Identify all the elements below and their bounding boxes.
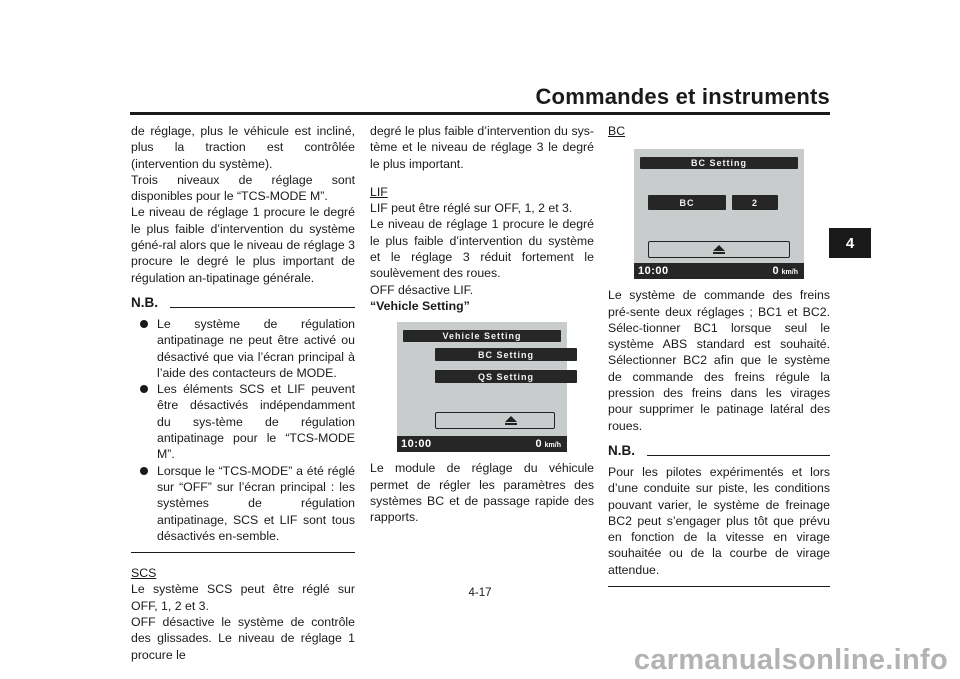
page-number: 4-17	[468, 587, 492, 599]
section-heading-bc: BC	[608, 124, 626, 138]
watermark: carmanualsonline.info	[633, 644, 948, 676]
status-bar	[634, 263, 804, 279]
paragraph: de réglage, plus le véhicule est incliné, plus la traction est contrôlée (intervention du système).	[131, 124, 355, 171]
column-2	[370, 123, 594, 525]
note-list	[131, 316, 355, 544]
note-item: Lorsque le “TCS-MODE” a été réglé sur “OFF” sur l’écran principal : les systèmes de régulation antipatinage, SCS et LIF sont tous désactivés en-semble.	[131, 463, 355, 544]
chapter-tab: 4	[829, 228, 871, 258]
note-text: Pour les pilotes expérimentés et lors d’une conduite sur piste, les conditions pouvant varier, le système de freinage BC2 peut s’engager plus tôt que prévu en fonction de la vitesse en virage souhaitée ou de la courbe de virage attendue.	[608, 464, 830, 577]
note-rule	[170, 307, 355, 308]
speed-value: 0	[772, 265, 779, 278]
paragraph: degré le plus faible d’intervention du sys-tème et le niveau de réglage 3 le degré le plus important.	[370, 124, 594, 171]
paragraph: Trois niveaux de réglage sont disponibles pour le “TCS-MODE M”.	[131, 172, 355, 204]
clock: 10:00	[401, 438, 432, 451]
status-bar	[397, 436, 567, 452]
header-title: Commandes et instruments	[535, 84, 830, 109]
header-rule	[130, 112, 830, 115]
speed-unit: km/h	[781, 268, 798, 276]
paragraph: Le niveau de réglage 1 procure le degré le plus faible d’intervention du système géné-ral alors que le niveau de réglage 3 procure le degré le plus important de régulation an-tipatinage générale.	[131, 205, 355, 285]
section-heading-scs: SCS	[131, 566, 157, 581]
note-label: N.B.	[608, 442, 635, 458]
vehicle-setting-screen	[397, 322, 567, 452]
paragraph: Le système SCS peut être réglé sur OFF, 1, 2 et 3.	[131, 582, 355, 613]
back-button	[435, 412, 555, 429]
bc-value: 2	[732, 195, 778, 210]
screen-title-bar: BC Setting	[640, 157, 798, 169]
paragraph: Le système de commande des freins pré-sente deux réglages ; BC1 et BC2. Sélec-tionner BC1 lorsque seul le système ABS standard est souhaité. Sélectionner BC2 afin que le système de commande des freins régule la pression des freins dans les virages pour supprimer le patinage latéral des roues.	[608, 288, 830, 433]
column-3	[608, 123, 830, 587]
paragraph: LIF peut être réglé sur OFF, 1, 2 et 3.	[370, 201, 573, 216]
bc-setting-screen	[634, 149, 804, 279]
note-item: Les éléments SCS et LIF peuvent être désactivés indépendamment du sys-tème de régulation antipatinage pour le “TCS-MODE M”.	[131, 381, 355, 462]
eject-icon	[713, 245, 725, 251]
eject-icon	[505, 416, 517, 422]
section-heading-lif: LIF	[370, 184, 388, 199]
column-1	[131, 123, 355, 663]
paragraph: OFF désactive le système de contrôle des glissades. Le niveau de réglage 1 procure le	[131, 615, 355, 662]
section-heading-vehicle-setting: “Vehicle Setting”	[370, 298, 470, 313]
note-header	[131, 296, 355, 310]
paragraph: Le niveau de réglage 1 procure le degré le plus faible d’intervention du système et le réglage 3 réduit fortement le soulèvement des roues.	[370, 217, 594, 281]
bc-label: BC	[648, 195, 726, 210]
speed-value: 0	[535, 438, 542, 451]
note-label: N.B.	[131, 294, 158, 310]
paragraph: Le module de réglage du véhicule permet de régler les paramètres des systèmes BC et de passage rapide des rapports.	[370, 461, 594, 525]
note-item: Le système de régulation antipatinage ne peut être activé ou désactivé que via l’écran principal à l’aide des contacteurs de MODE.	[131, 316, 355, 381]
back-button	[648, 241, 790, 258]
clock: 10:00	[638, 265, 669, 278]
note-rule	[647, 455, 830, 456]
paragraph: OFF désactive LIF.	[370, 282, 474, 297]
note-header	[608, 444, 830, 458]
menu-item-qs-setting: QS Setting	[435, 370, 577, 383]
screen-title-bar: Vehicle Setting	[403, 330, 561, 342]
speed-unit: km/h	[544, 441, 561, 449]
menu-item-bc-setting: BC Setting	[435, 348, 577, 361]
